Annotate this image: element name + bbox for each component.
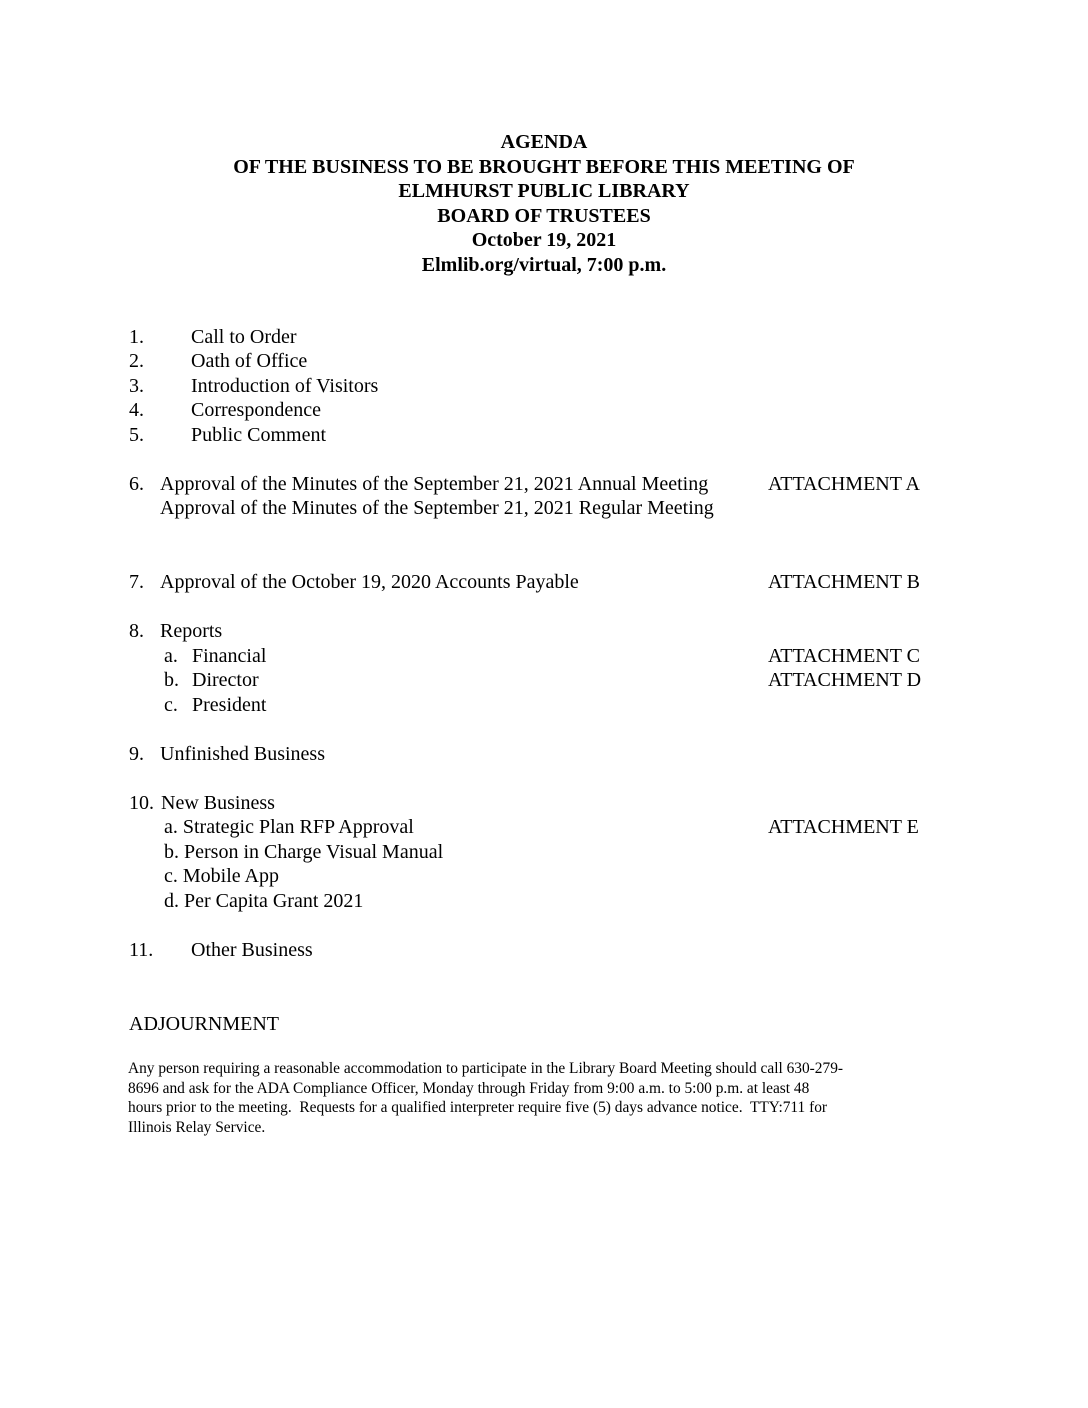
item-9-text: Unfinished Business bbox=[160, 743, 325, 765]
item-6-text: Approval of the Minutes of the September 21, 2021 Annual Meeting bbox=[160, 473, 709, 495]
item-3-text: Introduction of Visitors bbox=[191, 375, 379, 397]
header-subtitle: OF THE BUSINESS TO BE BROUGHT BEFORE THIS MEETING OF bbox=[233, 155, 855, 178]
header-date: October 19, 2021 bbox=[471, 229, 617, 251]
item-10-text: New Business bbox=[161, 792, 275, 814]
item-5-number: 5. bbox=[129, 424, 144, 446]
header-board: BOARD OF TRUSTEES bbox=[437, 204, 651, 227]
item-7-attachment: ATTACHMENT B bbox=[768, 571, 920, 593]
agenda-header bbox=[0, 130, 1088, 277]
item-10-number: 10. bbox=[129, 792, 154, 814]
item-1-number: 1. bbox=[129, 326, 144, 348]
item-4-number: 4. bbox=[129, 399, 144, 421]
item-1-text: Call to Order bbox=[191, 326, 297, 348]
header-location-time: Elmlib.org/virtual, 7:00 p.m. bbox=[421, 253, 667, 276]
item-6-attachment: ATTACHMENT A bbox=[768, 473, 920, 495]
item-10d-text: d. Per Capita Grant 2021 bbox=[164, 890, 364, 912]
notice-line-4: Illinois Relay Service. bbox=[128, 1118, 266, 1136]
item-8c-text: President bbox=[192, 694, 267, 716]
item-10a-attachment: ATTACHMENT E bbox=[768, 816, 919, 838]
item-6-number: 6. bbox=[129, 473, 144, 495]
item-8b-text: Director bbox=[192, 669, 259, 691]
adjournment-heading: ADJOURNMENT bbox=[129, 1013, 279, 1035]
item-8-text: Reports bbox=[160, 620, 223, 642]
item-10c-text: c. Mobile App bbox=[164, 865, 279, 887]
item-6-text-2: Approval of the Minutes of the September 21, 2021 Regular Meeting bbox=[160, 497, 714, 519]
item-8b-letter: b. bbox=[164, 669, 179, 691]
item-5-text: Public Comment bbox=[191, 424, 326, 446]
item-10b-text: b. Person in Charge Visual Manual bbox=[164, 841, 444, 863]
item-7-text: Approval of the October 19, 2020 Accounts Payable bbox=[160, 571, 579, 593]
notice-line-3: hours prior to the meeting. Requests for a qualified interpreter require five (5) days advance notice. TTY:711 for bbox=[128, 1099, 828, 1116]
item-7-number: 7. bbox=[129, 571, 144, 593]
item-10a-text: a. Strategic Plan RFP Approval bbox=[164, 816, 414, 838]
item-3-number: 3. bbox=[129, 375, 144, 397]
item-8-number: 8. bbox=[129, 620, 144, 642]
header-title: AGENDA bbox=[500, 131, 588, 153]
item-9-number: 9. bbox=[129, 743, 144, 765]
item-11-text: Other Business bbox=[191, 939, 313, 961]
item-8a-text: Financial bbox=[192, 645, 267, 667]
item-8a-letter: a. bbox=[164, 645, 178, 667]
notice-line-2: 8696 and ask for the ADA Compliance Officer, Monday through Friday from 9:00 a.m. to 5:00 p.m. at least 48 bbox=[128, 1079, 810, 1097]
item-8b-attachment: ATTACHMENT D bbox=[768, 669, 922, 691]
item-8c-letter: c. bbox=[164, 694, 178, 716]
item-8a-attachment: ATTACHMENT C bbox=[768, 645, 920, 667]
header-organization: ELMHURST PUBLIC LIBRARY bbox=[398, 180, 690, 202]
item-2-text: Oath of Office bbox=[191, 350, 308, 372]
item-4-text: Correspondence bbox=[191, 399, 321, 421]
notice-line-1: Any person requiring a reasonable accommodation to participate in the Library Board Meeting should call 630-279- bbox=[128, 1060, 844, 1077]
accommodation-notice bbox=[128, 1059, 963, 1137]
item-2-number: 2. bbox=[129, 350, 144, 372]
item-11-number: 11. bbox=[129, 939, 154, 961]
